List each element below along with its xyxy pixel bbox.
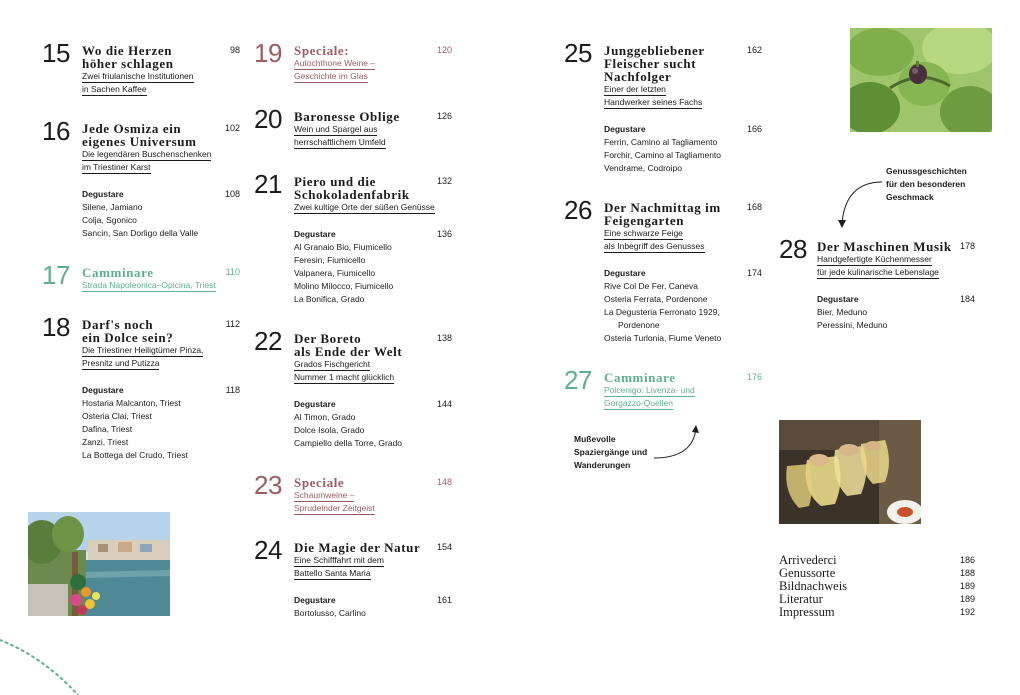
page-number: 162: [746, 45, 762, 55]
degustare-block[interactable]: [82, 188, 240, 240]
backmatter-label: Literatur: [779, 592, 823, 606]
chapter-title-line: Junggebliebener: [604, 43, 705, 58]
degustare-block[interactable]: [817, 293, 975, 332]
chapter-title-line: Der Maschinen Musik: [817, 239, 952, 254]
chapter-subtitle-line: Sprudelnder Zeitgeist: [294, 503, 375, 513]
page-number: 188: [959, 568, 975, 578]
legend-note-stories: [886, 165, 967, 204]
chapter-subtitle-line: in Sachen Kaffee: [82, 84, 147, 94]
chapter-number: 23: [254, 470, 282, 500]
page-number: 189: [959, 581, 975, 591]
page-number: 132: [436, 176, 452, 186]
chapter-number: 26: [564, 195, 592, 225]
chapter-title-line: Baronesse Oblige: [294, 109, 400, 124]
chapter-title-line: Der Boreto: [294, 331, 362, 346]
chapter-number: 28: [779, 234, 807, 264]
venue-item: Dafina, Triest: [82, 424, 133, 434]
note-line: Wanderungen: [574, 460, 631, 470]
harbour-photo-art: [28, 512, 170, 616]
degustare-heading: Degustare: [604, 268, 646, 278]
chapter-title-line: Camminare: [604, 370, 676, 385]
page-number: 118: [225, 385, 240, 395]
chapter-number: 24: [254, 535, 282, 565]
degustare-block[interactable]: [82, 384, 240, 462]
venue-item: Osteria Clai, Triest: [82, 411, 152, 421]
degustare-heading: Degustare: [604, 124, 646, 134]
chapter-title-line: Der Nachmittag im: [604, 200, 721, 215]
page-number: 154: [436, 542, 452, 552]
chapter-subtitle-line: Schaumweine –: [294, 490, 355, 500]
page-number: 136: [436, 229, 452, 239]
page-number: 161: [436, 595, 452, 605]
chapter-subtitle-line: Zwei friulanische Institutionen: [82, 71, 194, 81]
chapter-number: 18: [42, 312, 70, 342]
backmatter-list: [779, 554, 975, 619]
page-number: 168: [746, 202, 762, 212]
degustare-block[interactable]: [294, 228, 452, 306]
chapter-subtitle-line: Die Triestiner Heiligtümer Pinza,: [82, 345, 204, 355]
page-number: 102: [224, 123, 240, 133]
degustare-heading: Degustare: [294, 399, 336, 409]
backmatter-label: Bildnachweis: [779, 579, 848, 593]
degustare-heading: Degustare: [294, 229, 336, 239]
page-number: 98: [229, 45, 240, 55]
legend-note-walks: [574, 433, 647, 472]
venue-item: La Bottega del Crudo, Triest: [82, 450, 188, 460]
venue-item: Peressini, Meduno: [817, 320, 888, 330]
venue-item: Sancin, San Dorligo della Valle: [82, 228, 199, 238]
venue-item: Silene, Jamiano: [82, 202, 143, 212]
page-number: 148: [436, 477, 452, 487]
degustare-heading: Degustare: [294, 595, 336, 605]
page-number: 166: [746, 124, 762, 134]
chapter-subtitle-line: Zwei kultige Orte der süßen Genüsse: [294, 202, 435, 212]
venue-item: Campiello della Torre, Grado: [294, 438, 403, 448]
chapter-number: 16: [42, 116, 70, 146]
page-number: 186: [959, 555, 975, 565]
page-number: 189: [959, 594, 975, 604]
note-line: Mußevolle: [574, 434, 616, 444]
venue-item: Osteria Turlonia, Fiume Veneto: [604, 333, 722, 343]
chapter-subtitle-line: Einer der letzten: [604, 84, 666, 94]
page-number: 176: [746, 372, 762, 382]
chapter-number: 25: [564, 38, 592, 68]
venue-item: Zanzi, Triest: [82, 437, 129, 447]
venue-item: Al Timon, Grado: [294, 412, 356, 422]
chapter-number: 27: [564, 365, 592, 395]
chapter-subtitle-line: Wein und Spargel aus: [294, 124, 378, 134]
chapter-subtitle-line: Battello Santa Maria: [294, 568, 371, 578]
chapter-number: 22: [254, 326, 282, 356]
venue-item: Feresin, Fiumicello: [294, 255, 366, 265]
backmatter-label: Genussorte: [779, 566, 836, 580]
chapter-title-line: höher schlagen: [82, 56, 174, 71]
chapter-title-line: Die Magie der Natur: [294, 540, 421, 555]
chapter-number: 15: [42, 38, 70, 68]
page-number: 110: [225, 267, 240, 277]
chapter-title-line: ein Dolce sein?: [82, 330, 174, 345]
chapter-subtitle-line: Strada Napoleonica–Opicina, Triest: [82, 280, 216, 290]
degustare-block[interactable]: [604, 267, 762, 345]
backmatter-item[interactable]: [779, 606, 975, 619]
page-number: 192: [959, 607, 975, 617]
chapter-title-line: Schokoladenfabrik: [294, 187, 410, 202]
page-number: 178: [959, 241, 975, 251]
chapter-number: 21: [254, 169, 282, 199]
venue-item: La Bonifica, Grado: [294, 294, 365, 304]
chapter-subtitle-line: Eine Schifffahrt mit dem: [294, 555, 384, 565]
chapter-title-line: Jede Osmiza ein: [82, 121, 182, 136]
degustare-heading: Degustare: [82, 385, 124, 395]
chapter-number: 19: [254, 38, 282, 68]
chapter-subtitle-line: herrschaftlichem Umfeld: [294, 137, 386, 147]
degustare-block[interactable]: [294, 398, 452, 450]
chapter-subtitle-line: Gorgazzo-Quellen: [604, 398, 673, 408]
venue-item: Hostaria Malcanton, Triest: [82, 398, 181, 408]
venue-item: Valpanera, Fiumicello: [294, 268, 376, 278]
degustare-block[interactable]: [604, 123, 762, 175]
chapter-subtitle-line: Nummer 1 macht glücklich: [294, 372, 395, 382]
degustare-block[interactable]: [294, 594, 452, 620]
chapter-subtitle-line: Polcenigo: Livenza- und: [604, 385, 695, 395]
note-line: Geschmack: [886, 192, 934, 202]
fig-photo-art: [850, 28, 992, 132]
chapter-title-line: eigenes Universum: [82, 134, 197, 149]
fig-tree-photo: [850, 28, 992, 132]
page-number: 126: [436, 111, 452, 121]
chapter-subtitle-line: Autochthone Weine –: [294, 58, 376, 68]
wine-glasses-photo: [779, 420, 921, 524]
venue-item: Pordenone: [618, 320, 660, 330]
venue-item: Bier, Meduno: [817, 307, 868, 317]
venue-item: Forchir, Camino al Tagliamento: [604, 150, 722, 160]
note-line: für den besonderen: [886, 179, 966, 189]
venue-item: La Degusteria Ferronato 1929,: [604, 307, 720, 317]
chapter-subtitle-line: Handwerker seines Fachs: [604, 97, 703, 107]
backmatter-label: Arrivederci: [779, 553, 837, 567]
venue-item: Bortolusso, Carlino: [294, 608, 366, 618]
chapter-title-line: als Ende der Welt: [294, 344, 403, 359]
chapter-subtitle-line: Eine schwarze Feige: [604, 228, 683, 238]
chapter-subtitle-line: im Triestiner Karst: [82, 162, 151, 172]
chapter-title-line: Wo die Herzen: [82, 43, 173, 58]
chapter-title-line: Feigengarten: [604, 213, 685, 228]
degustare-heading: Degustare: [817, 294, 859, 304]
chapter-title-line: Darf's noch: [82, 317, 154, 332]
curved-arrow-icon: [834, 176, 886, 232]
chapter-subtitle-line: Geschichte im Glas: [294, 71, 368, 81]
venue-item: Osteria Ferrata, Pordenone: [604, 294, 708, 304]
degustare-heading: Degustare: [82, 189, 124, 199]
page-number: 184: [959, 294, 975, 304]
page-number: 144: [436, 399, 452, 409]
venue-item: Molino Milocco, Fiumicello: [294, 281, 394, 291]
chapter-title-line: Speciale: [294, 475, 345, 490]
chapter-title-line: Speciale:: [294, 43, 350, 58]
wine-photo-art: [779, 420, 921, 524]
page-number: 120: [436, 45, 452, 55]
chapter-subtitle-line: Presnitz und Putizza: [82, 358, 160, 368]
note-line: Genussgeschichten: [886, 166, 967, 176]
chapter-number: 20: [254, 104, 282, 134]
venue-item: Vendrame, Codroipo: [604, 163, 682, 173]
note-line: Spaziergänge und: [574, 447, 648, 457]
harbour-photo: [28, 512, 170, 616]
venue-item: Rive Col De Fer, Caneva: [604, 281, 699, 291]
page-number: 108: [224, 189, 240, 199]
chapter-subtitle-line: als Inbegriff des Genusses: [604, 241, 705, 251]
venue-item: Al Granaio Bio, Fiumicello: [294, 242, 392, 252]
chapter-number: 17: [42, 260, 70, 290]
page-number: 174: [746, 268, 762, 278]
chapter-title-line: Nachfolger: [604, 69, 672, 84]
chapter-title-line: Camminare: [82, 265, 154, 280]
page-number: 112: [225, 319, 240, 329]
venue-item: Ferrin, Camino al Tagliamento: [604, 137, 718, 147]
chapter-title-line: Fleischer sucht: [604, 56, 697, 71]
chapter-subtitle-line: Handgefertigte Küchenmesser: [817, 254, 932, 264]
venue-item: Colja, Sgonico: [82, 215, 137, 225]
backmatter-label: Impressum: [779, 605, 835, 619]
venue-item: Dolce Isola, Grado: [294, 425, 365, 435]
chapter-subtitle-line: Die legendären Buschenschenken: [82, 149, 212, 159]
chapter-subtitle-line: Grados Fischgericht: [294, 359, 371, 369]
chapter-title-line: Piero und die: [294, 174, 376, 189]
dotted-path-decoration: [0, 630, 90, 695]
page-number: 138: [436, 333, 452, 343]
chapter-subtitle-line: für jede kulinarische Lebenslage: [817, 267, 939, 277]
curved-arrow-icon: [650, 420, 706, 464]
